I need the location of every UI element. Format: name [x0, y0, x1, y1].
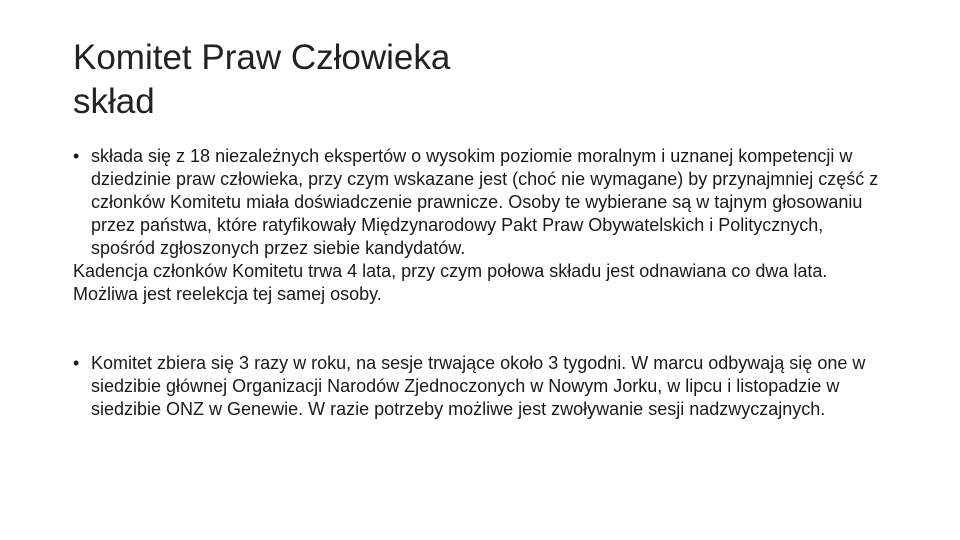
bullet-text-sessions: Komitet zbiera się 3 razy w roku, na sesje trwające około 3 tygodni. W marcu odbywają się one w siedzibie głównej Organizacji Narodów Zjednoczonych w Nowym Jorku, w lipcu i listopadzie w siedzibie ONZ w Genewie. W razie potrzeby możliwe jest zwoływanie sesji nadzwyczajnych. — [91, 353, 866, 419]
paragraph-term: Kadencja członków Komitetu trwa 4 lata, przy czym połowa składu jest odnawiana co dwa lata. Możliwa jest reelekcja tej samej osoby. — [73, 261, 828, 304]
slide-title — [73, 36, 873, 124]
slide-title-line-2: skład — [73, 82, 155, 121]
slide-title-line-1: Komitet Praw Człowieka — [73, 38, 451, 77]
slide-body — [73, 145, 888, 421]
spacer — [73, 306, 888, 352]
bullet-item-sessions — [73, 352, 888, 421]
bullet-dot: • — [73, 353, 80, 373]
bullet-dot: • — [73, 146, 80, 166]
bullet-item-composition — [73, 145, 888, 260]
bullet-text-composition: składa się z 18 niezależnych ekspertów o wysokim poziomie moralnym i uznanej kompetencji w dziedzinie praw człowieka, przy czym wskazane jest (choć nie wymagane) by przynajmniej część z członków Komitetu miała doświadczenie prawnicze. Osoby te wybierane są w tajnym głosowaniu przez państwa, które ratyfikowały Międzynarodowy Pakt Praw Obywatelskich i Politycznych, spośród zgłoszonych przez siebie kandydatów. — [91, 146, 879, 258]
